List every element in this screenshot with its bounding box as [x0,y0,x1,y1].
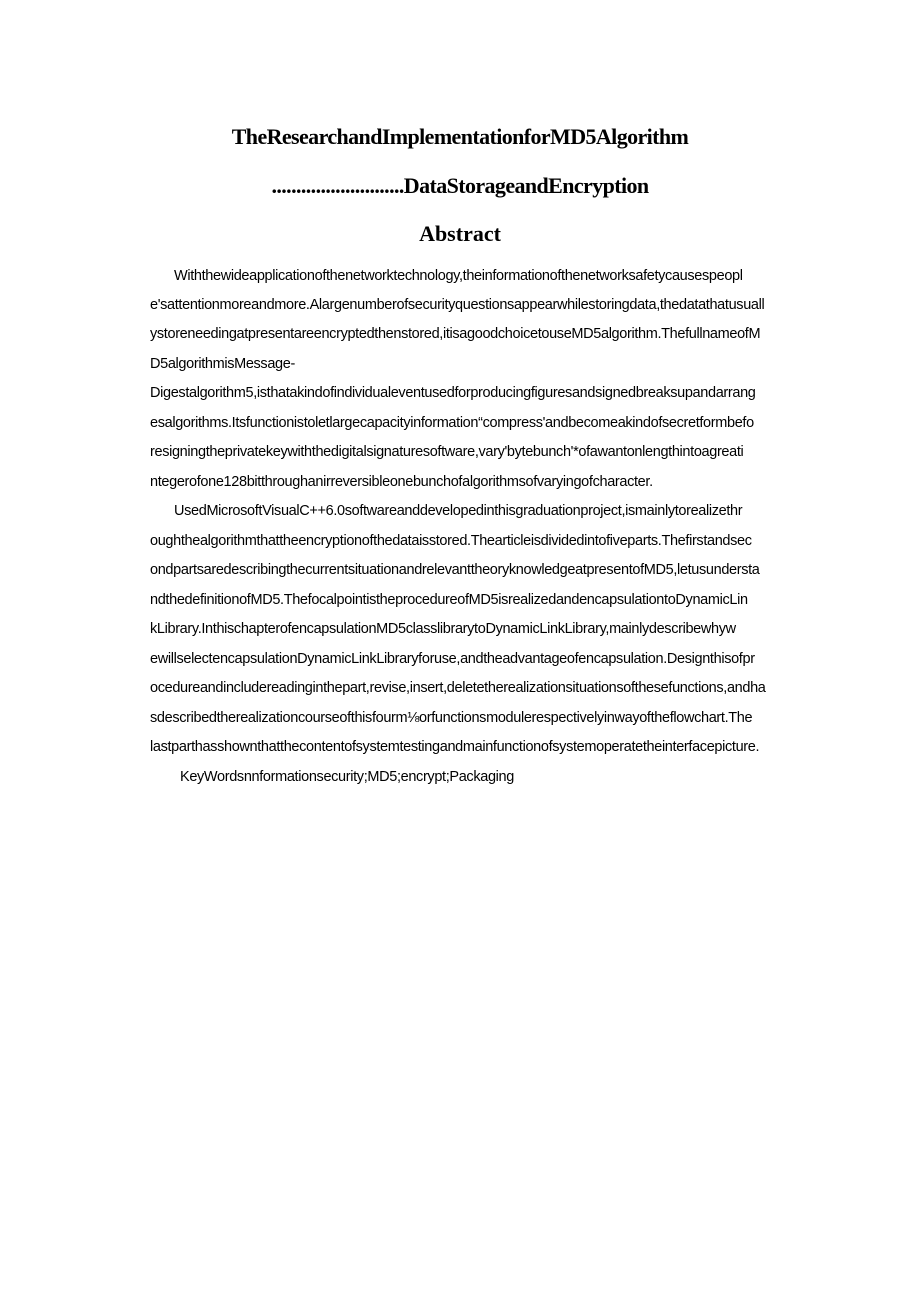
abstract-line: ocedureandincludereadinginthepart,revise,insert,deletetherealizationsituationsofthesefunctions,andha [150,680,766,696]
abstract-line: ondpartsaredescribingthecurrentsituationandrelevanttheoryknowledgeatpresentofMD5,letusundersta [150,562,760,578]
abstract-line: ndthedefinitionofMD5.ThefocalpointistheprocedureofMD5isrealizedandencapsulationtoDynamicLin [150,592,748,608]
keywords-line: KeyWordsnnformationsecurity;MD5;encrypt;Packaging [180,769,514,785]
abstract-line: esalgorithms.Itsfunctionistoletlargecapacityinformation“compress'andbecomeakindofsecretformbefo [150,415,754,431]
title-line-1: TheResearchandImplementationforMD5Algorithm [231,124,689,149]
abstract-line: ntegerofone128bitthroughanirreversibleonebunchofalgorithmsofvaryingofcharacter. [150,474,653,490]
abstract-line: resigningtheprivatekeywiththedigitalsignaturesoftware,vary'bytebunch'*ofawantonlengthintoagreati [150,444,744,460]
abstract-line: D5algorithmisMessage- [150,356,295,372]
abstract-heading: Abstract [419,221,501,246]
abstract-line: Withthewideapplicationofthenetworktechnology,theinformationofthenetworksafetycausespeopl [174,268,743,284]
abstract-line: Digestalgorithm5,isthatakindofindividualeventusedforproducingfiguresandsignedbreaksupandarrang [150,385,756,401]
abstract-line: ewillselectencapsulationDynamicLinkLibraryforuse,andtheadvantageofencapsulation.Designthisofpr [150,651,755,667]
abstract-line: ystoreneedingatpresentareencryptedthenstored,itisagoodchoicetouseMD5algorithm.ThefullnameofM [150,326,761,342]
abstract-line: kLibrary.InthischapterofencapsulationMD5classlibrarytoDynamicLinkLibrary,mainlydescribewhyw [150,621,736,637]
abstract-line: sdescribedtherealizationcourseofthisfourm⅛orfunctionsmodulerespectivelyinwayoftheflowchart.The [150,710,753,726]
title-line-2: ...........................DataStorageandEncryption [271,173,649,198]
abstract-line: e'sattentionmoreandmore.Alargenumberofsecurityquestionsappearwhilestoringdata,thedatathatusuall [150,297,765,313]
abstract-line: lastparthasshownthatthecontentofsystemtestingandmainfunctionofsystemoperatetheinterfacepicture. [150,739,760,755]
abstract-line: UsedMicrosoftVisualC++6.0softwareanddevelopedinthisgraduationproject,ismainlytorealizethr [174,503,743,519]
abstract-line: oughthealgorithmthattheencryptionofthedataisstored.Thearticleisdividedintofiveparts.Thefirstandsec [150,533,752,549]
